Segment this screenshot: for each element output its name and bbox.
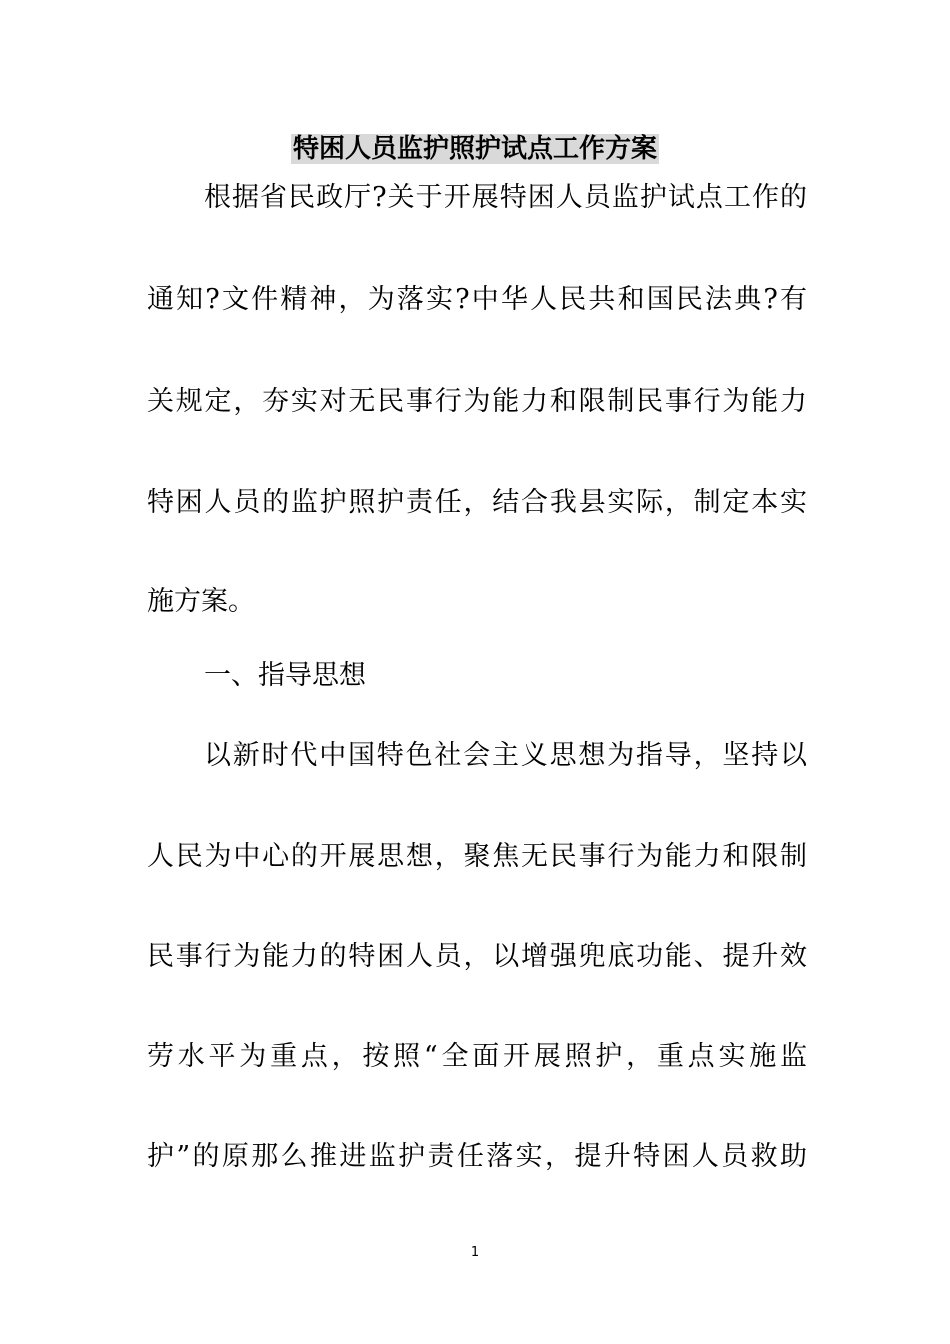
paragraph-line: 以新时代中国特色社会主义思想为指导，坚持以 <box>204 740 807 771</box>
page-number: 1 <box>470 1245 480 1260</box>
paragraph-line: 特困人员的监护照护责任，结合我县实际，制定本实 <box>147 487 807 518</box>
paragraph-line: 民事行为能力的特困人员，以增强兜底功能、提升效 <box>147 941 807 972</box>
paragraph-line: 劳水平为重点，按照“全面开展照护，重点实施监 <box>147 1041 807 1072</box>
paragraph-line: 人民为中心的开展思想，聚焦无民事行为能力和限制 <box>147 841 807 872</box>
section-heading: 一、指导思想 <box>204 660 366 691</box>
paragraph-line: 根据省民政厅?关于开展特困人员监护试点工作的 <box>204 182 807 213</box>
document-title: 特困人员监护照护试点工作方案 <box>292 134 657 164</box>
paragraph-line: 施方案。 <box>147 586 255 617</box>
paragraph-line: 关规定，夯实对无民事行为能力和限制民事行为能力 <box>147 386 807 417</box>
paragraph-line: 护”的原那么推进监护责任落实，提升特困人员救助 <box>147 1141 807 1172</box>
paragraph-line: 通知?文件精神，为落实?中华人民共和国民法典?有 <box>147 284 807 315</box>
